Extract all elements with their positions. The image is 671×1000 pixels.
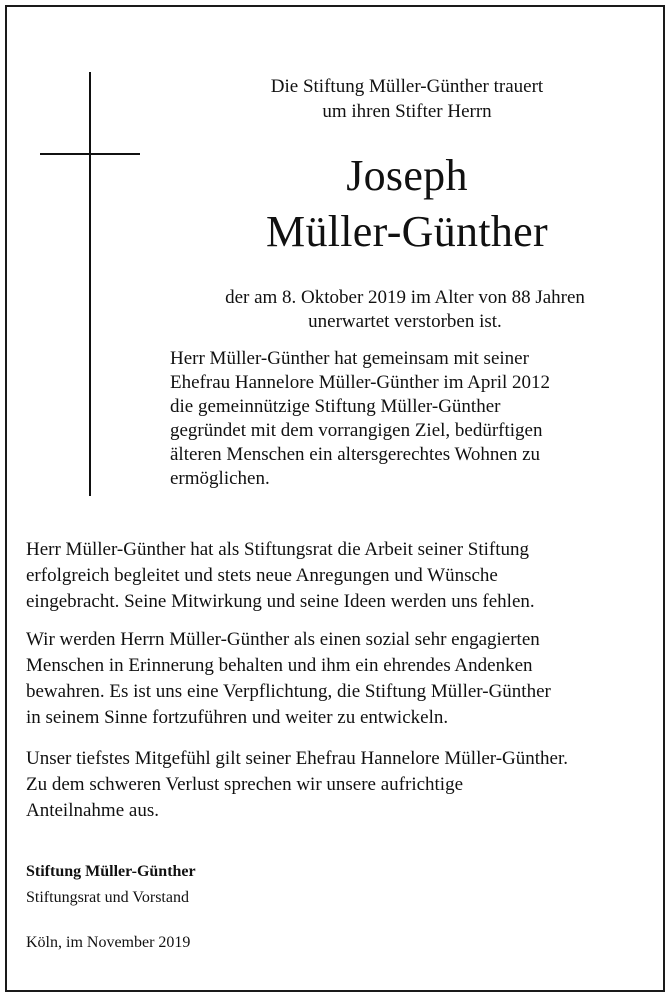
death-notice — [185, 286, 625, 334]
signature-organization: Stiftung Müller-Günther — [26, 863, 196, 880]
deceased-name — [222, 148, 592, 260]
cross-vertical-bar — [89, 72, 91, 496]
intro-text — [222, 74, 592, 124]
paragraph-line: Zu dem schweren Verlust sprechen wir unsere aufrichtige — [26, 774, 464, 795]
council-paragraph — [26, 537, 656, 615]
sympathy-paragraph — [26, 746, 656, 824]
death-notice-line: unerwartet verstorben ist. — [308, 311, 502, 332]
paragraph-line: Anteilnahme aus. — [26, 800, 159, 821]
intro-line: Die Stiftung Müller-Günther trauert — [270, 76, 544, 97]
paragraph-line: bewahren. Es ist uns eine Verpflichtung, die Stiftung Müller-Günther — [26, 681, 551, 702]
paragraph-line: Herr Müller-Günther hat gemeinsam mit seiner — [170, 348, 529, 369]
place-and-date: Köln, im November 2019 — [26, 934, 191, 951]
signature-role: Stiftungsrat und Vorstand — [26, 889, 189, 906]
paragraph-line: älteren Menschen ein altersgerechtes Wohnen zu — [170, 444, 541, 465]
memory-paragraph — [26, 627, 656, 731]
paragraph-line: Wir werden Herrn Müller-Günther als einen sozial sehr engagierten — [26, 629, 540, 650]
paragraph-line: ermöglichen. — [170, 468, 270, 489]
deceased-first-name: Joseph — [346, 151, 468, 200]
paragraph-line: eingebracht. Seine Mitwirkung und seine Ideen werden uns fehlen. — [26, 591, 535, 612]
paragraph-line: in seinem Sinne fortzuführen und weiter zu entwickeln. — [26, 707, 449, 728]
cross-horizontal-bar — [40, 153, 140, 155]
paragraph-line: Unser tiefstes Mitgefühl gilt seiner Ehefrau Hannelore Müller-Günther. — [26, 748, 569, 769]
paragraph-line: erfolgreich begleitet und stets neue Anregungen und Wünsche — [26, 565, 498, 586]
intro-line: um ihren Stifter Herrn — [322, 101, 492, 122]
paragraph-line: Herr Müller-Günther hat als Stiftungsrat die Arbeit seiner Stiftung — [26, 539, 530, 560]
paragraph-line: gegründet mit dem vorrangigen Ziel, bedürftigen — [170, 420, 543, 441]
founding-paragraph — [170, 347, 640, 491]
paragraph-line: die gemeinnützige Stiftung Müller-Günther — [170, 396, 501, 417]
deceased-last-name: Müller-Günther — [266, 207, 548, 256]
death-notice-line: der am 8. Oktober 2019 im Alter von 88 Jahren — [225, 287, 585, 308]
paragraph-line: Ehefrau Hannelore Müller-Günther im April 2012 — [170, 372, 551, 393]
paragraph-line: Menschen in Erinnerung behalten und ihm ein ehrendes Andenken — [26, 655, 533, 676]
